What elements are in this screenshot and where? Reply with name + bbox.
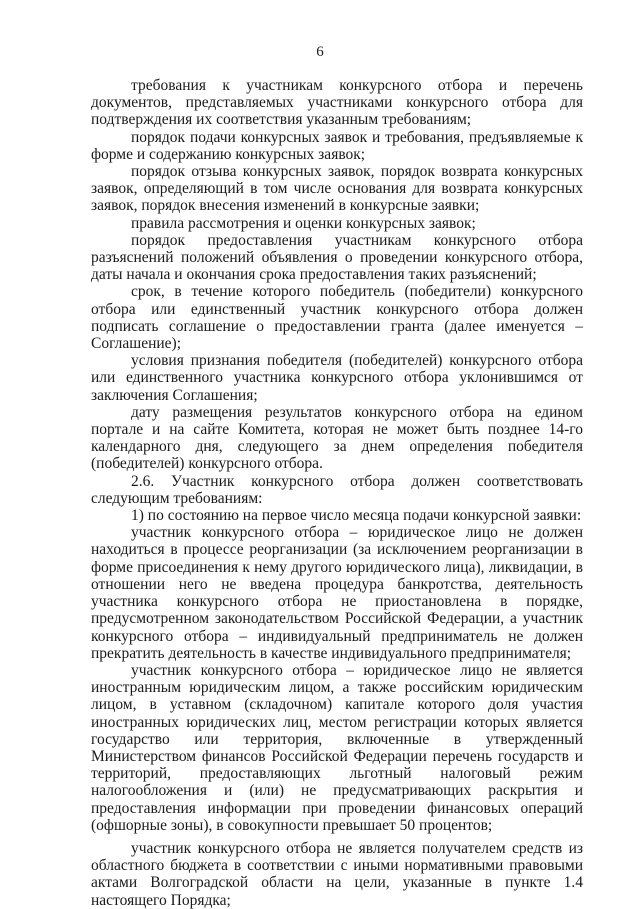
paragraph-evaluation-rules: правила рассмотрения и оценки конкурсных заявок; <box>131 214 476 232</box>
paragraph-results-date: дату размещения результатов конкурсного отбора на едином портале и на сайте Комитета, которая не может быть позднее 14-го календарного дня, следующего за днем определения победителя (победителей) конкурсного отбора. <box>91 403 583 473</box>
paragraph-signing-term: срок, в течение которого победитель (победители) конкурсного отбора или единственный участник конкурсного отбора должен подписать соглашение о предоставлении гранта (далее именуется – Соглашение); <box>91 283 583 353</box>
paragraph-submission-order: порядок подачи конкурсных заявок и требования, предъявляемые к форме и содержанию конкурсных заявок; <box>91 128 583 163</box>
paragraph-reorganization: участник конкурсного отбора – юридическое лицо не должен находиться в процессе реорганизации (за исключением реорганизации в форме присоединения к нему другого юридического лица), ликвидации, в отношении него не введена процедура банкротства, деятельность участника конкурсного отбора не приостановлена в порядке, предусмотренном законодательством Российской Федерации, а участник конкурсного отбора – индивидуальный предприниматель не должен прекратить деятельность в качестве индивидуального предпринимателя; <box>91 524 583 662</box>
paragraph-foreign-entity: участник конкурсного отбора – юридическое лицо не является иностранным юридическим лицом, а также российским юридическим лицом, в уставном (складочном) капитале которого доля участия иностранных юридических лиц, местом регистрации которых является государство или территория, включенные в утвержденный Министерством финансов Российской Федерации перечень государств и территорий, предоставляющих льготный налоговый режим налогообложения и (или) не предусматривающих раскрытия и предоставления информации при проведении финансовых операций (офшорные зоны), в совокупности превышает 50 процентов; <box>91 661 583 834</box>
paragraph-withdrawal-order: порядок отзыва конкурсных заявок, порядок возврата конкурсных заявок, определяющий в том числе основания для возврата конкурсных заявок, порядок внесения изменений в конкурсные заявки; <box>91 163 583 215</box>
document-body <box>91 77 583 909</box>
paragraph-evasion-conditions: условия признания победителя (победителей) конкурсного отбора или единственного участника конкурсного отбора уклонившимся от заключения Соглашения; <box>91 352 583 404</box>
paragraph-regional-budget: участник конкурсного отбора не является получателем средств из областного бюджета в соответствии с иными нормативными правовыми актами Волгоградской области на цели, указанные в пункте 1.4 настоящего Порядка; <box>91 839 583 909</box>
paragraph-section-2-6: 2.6. Участник конкурсного отбора должен соответствовать следующим требованиям: <box>91 472 583 507</box>
page-number: 6 <box>316 44 324 60</box>
paragraph-item-1: 1) по состоянию на первое число месяца подачи конкурсной заявки: <box>131 507 582 525</box>
paragraph-requirements: требования к участникам конкурсного отбора и перечень документов, представляемых участниками конкурсного отбора для подтверждения их соответствия указанным требованиям; <box>91 77 583 129</box>
paragraph-clarifications: порядок предоставления участникам конкурсного отбора разъяснений положений объявления о проведении конкурсного отбора, даты начала и окончания срока предоставления таких разъяснений; <box>91 231 583 284</box>
